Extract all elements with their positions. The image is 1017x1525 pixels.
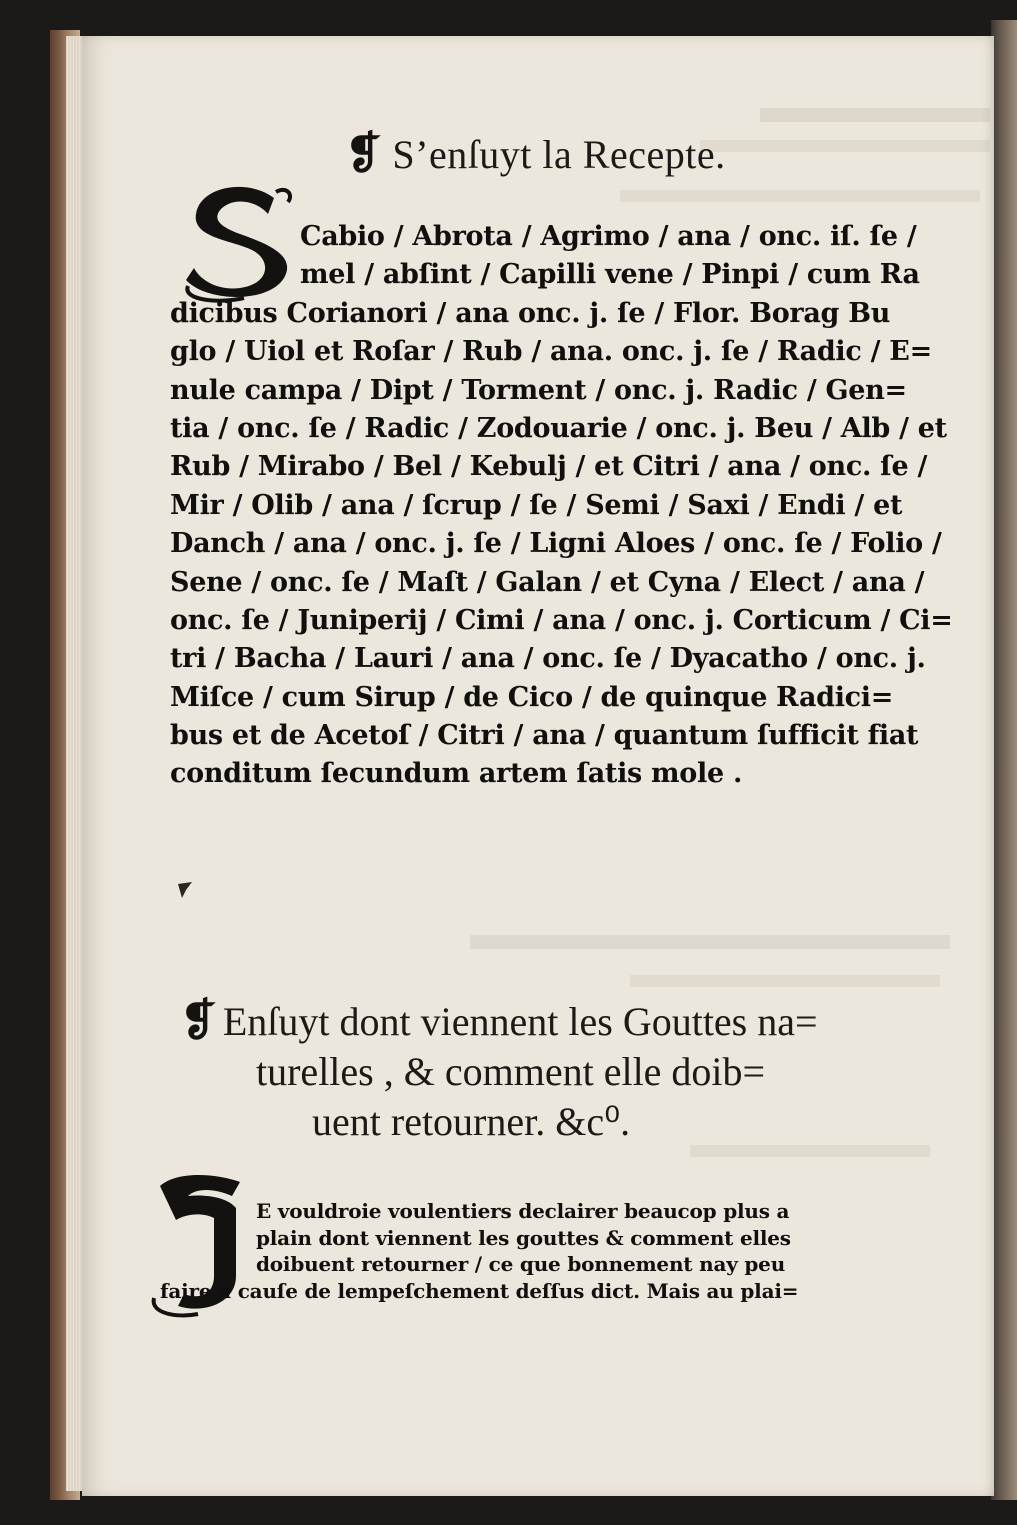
recipe-line: nule campa / Dipt / Torment / onc. j. Radic / Gen= <box>170 374 907 406</box>
recipe-line: tri / Bacha / Lauri / ana / onc. ſe / Dyacatho / onc. j. <box>170 643 926 675</box>
closing-line: E vouldroie voulentiers declairer beaucop plus a <box>256 1199 790 1223</box>
recipe-line: tia / onc. ſe / Radic / Zodouarie / onc. j. Beu / Alb / et <box>170 412 947 444</box>
recipe-line: onc. ſe / Juniperij / Cimi / ana / onc. j. Corticum / Ci= <box>170 604 953 636</box>
closing-line: plain dont viennent les gouttes & comment elles <box>256 1225 791 1250</box>
section2-line: turelles , & comment elle doib= <box>256 1049 766 1094</box>
section2-line: uent retourner. &c⁰. <box>312 1099 631 1144</box>
section-heading-gouttes <box>180 996 900 1147</box>
recipe-line: Mir / Olib / ana / ſcrup / ſe / Semi / Saxi / Endi / et <box>170 489 903 521</box>
recipe-line: Rub / Mirabo / Bel / Kebulj / et Citri / ana / onc. ſe / <box>170 451 928 483</box>
show-through <box>470 935 950 949</box>
recipe-paragraph <box>170 218 953 794</box>
drop-capital-s <box>178 180 302 304</box>
recipe-line: Miſce / cum Sirup / de Cico / de quinque Radici= <box>170 681 894 713</box>
recipe-line: Danch / ana / onc. j. ſe / Ligni Aloes / onc. ſe / Folio / <box>170 528 942 560</box>
book-spine-right <box>991 20 1017 1500</box>
recipe-line: glo / Uiol et Roſar / Rub / ana. onc. j. ſe / Radic / E= <box>170 336 932 368</box>
recipe-line: Cabio / Abrota / Agrimo / ana / onc. iſ. ſe / <box>300 221 917 252</box>
show-through <box>630 975 940 987</box>
heading-text: S’enſuyt la Recepte. <box>392 132 726 177</box>
show-through <box>760 108 990 122</box>
show-through <box>620 190 980 202</box>
recipe-line: dicibus Corianori / ana onc. j. ſe / Flor. Borag Bu <box>170 297 891 329</box>
recipe-line: Sene / onc. ſe / Maſt / Galan / et Cyna / Elect / ana / <box>170 566 925 598</box>
recipe-line: conditum ſecundum artem ſatis mole . <box>170 758 743 790</box>
closing-line: faire a cauſe de lempeſchement deſſus dict. Mais au plai= <box>160 1278 799 1303</box>
ink-mark-icon <box>176 880 194 900</box>
pilcrow-icon: ❡ <box>345 128 383 179</box>
recipe-line: bus et de Acetoſ / Citri / ana / quantum ſufficit fiat <box>170 720 919 752</box>
pilcrow-icon: ❡ <box>180 995 217 1046</box>
closing-line: doibuent retourner / ce que bonnement nay peu <box>256 1252 786 1276</box>
closing-paragraph <box>160 1198 920 1304</box>
recipe-line: mel / abſint / Capilli vene / Pinpi / cum Ra <box>300 259 920 291</box>
section2-line: ❡ Enſuyt dont viennent les Gouttes na= <box>180 995 818 1046</box>
section-heading <box>345 128 865 179</box>
